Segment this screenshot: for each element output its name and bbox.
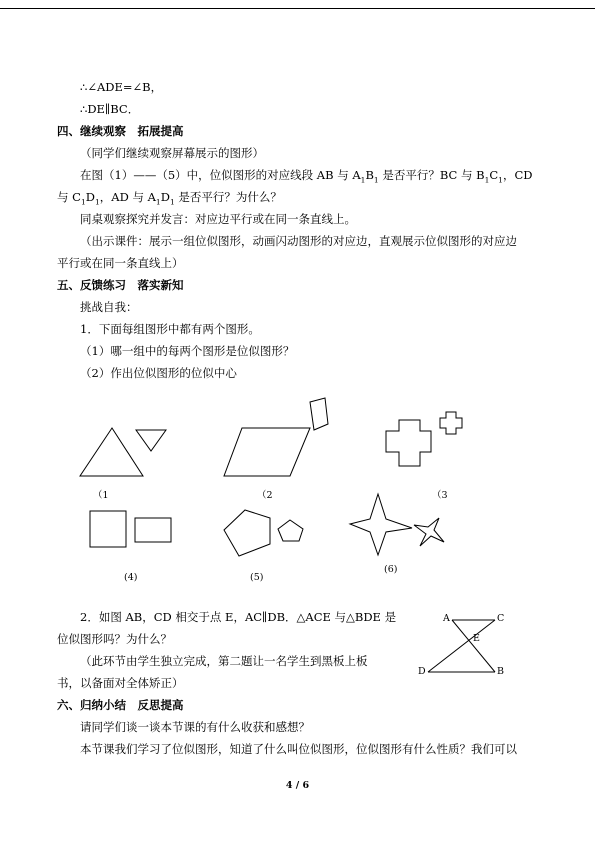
section-4-paragraph-4: （出示课件：展示一组位似图形，动画闪动图形的对应边，直观展示位似图形的对应边 — [80, 234, 517, 248]
section-4-paragraph-2-cont: 与 $C_1D_1$，AD 与 $A_1D_1$ 是否平行？为什么？ — [57, 190, 282, 207]
point-E-label: E — [473, 633, 480, 644]
section-5-paragraph-3: （1）哪一组中的每两个图形是位似图形？ — [80, 344, 295, 358]
point-D-label: D — [418, 666, 426, 677]
question-2-line-2: 位似图形吗？为什么？ — [57, 632, 172, 646]
fig-2-label: （2 — [257, 490, 273, 501]
page-number: 4 / 6 — [285, 780, 310, 791]
question-2-line-4: 书，以备面对全体矫正） — [57, 676, 184, 690]
segment-CD — [428, 620, 495, 672]
fig-1-label: （1 — [93, 490, 109, 501]
section-4-paragraph-2: 在图（1）——（5）中，位似图形的对应线段 AB 与 $A_1B_1$ 是否平行？BC 与 $B_1C_1$，CD — [80, 168, 533, 185]
section-5-heading: 五、反馈练习 落实新知 — [57, 278, 184, 292]
question-2-line-1: 2．如图 AB，CD 相交于点 E，AC∥DB．△ACE 与△BDE 是 — [80, 610, 397, 624]
point-C-label: C — [497, 613, 505, 624]
section-5-paragraph-1: 挑战自我： — [80, 300, 138, 314]
point-B-label: B — [497, 666, 504, 677]
fig-3-label: （3 — [432, 490, 448, 501]
section-6-paragraph-1: 请同学们谈一谈本节课的有什么收获和感想？ — [80, 720, 310, 734]
section-4-paragraph-1: （同学们继续观察屏幕展示的图形） — [80, 146, 264, 160]
fig-4-label: (4) — [124, 572, 138, 583]
section-5-paragraph-4: （2）作出位似图形的位似中心 — [80, 366, 237, 380]
fig-5-label: (5) — [250, 572, 264, 583]
question-2-line-3: （此环节由学生独立完成，第二题让一名学生到黑板上板 — [80, 654, 368, 668]
section-4-paragraph-4-cont: 平行或在同一条直线上） — [57, 256, 184, 270]
proof-line-2: ∴DE∥BC． — [80, 102, 140, 116]
section-4-heading: 四、继续观察 拓展提高 — [57, 124, 184, 138]
section-4-paragraph-3: 同桌观察探究并发言：对应边平行或在同一条直线上。 — [80, 212, 356, 226]
section-6-paragraph-2: 本节课我们学习了位似图形，知道了什么叫位似图形，位似图形有什么性质？我们可以 — [80, 742, 517, 756]
point-A-label: A — [443, 613, 450, 624]
section-6-heading: 六、归纳小结 反思提高 — [57, 698, 184, 712]
section-5-paragraph-2: 1．下面每组图形中都有两个图形。 — [80, 322, 260, 336]
fig-6-label: (6) — [384, 564, 398, 575]
segment-AB — [452, 620, 495, 672]
proof-line-1: ∴∠ADE=∠B， — [80, 80, 163, 94]
